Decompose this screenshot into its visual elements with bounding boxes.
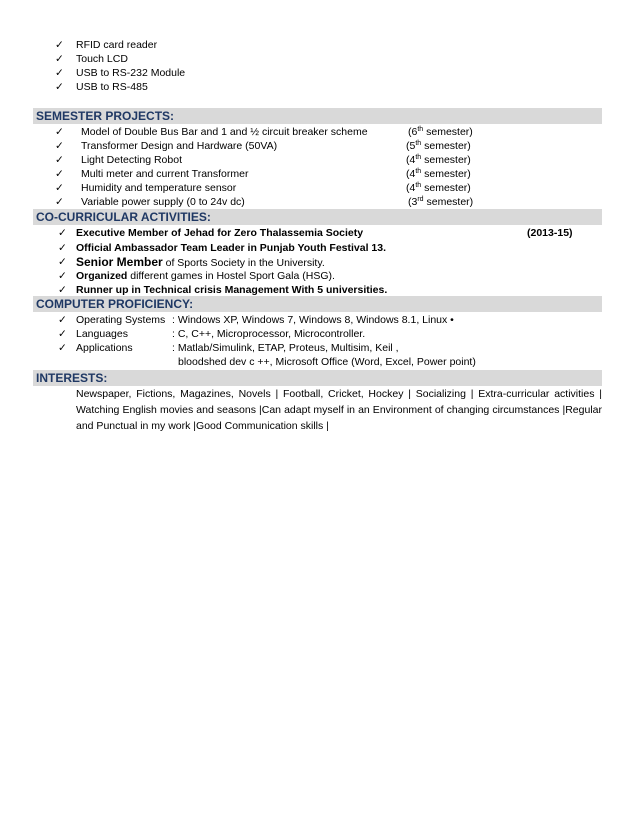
activity-year: (2013-15) bbox=[527, 227, 573, 239]
check-icon: ✓ bbox=[55, 140, 64, 152]
semester-projects-heading: SEMESTER PROJECTS: bbox=[33, 108, 602, 124]
skill-value: : Matlab/Simulink, ETAP, Proteus, Multisim, Keil , bbox=[172, 342, 399, 354]
project-title: Variable power supply (0 to 24v dc) bbox=[81, 196, 245, 208]
project-semester: (4th semester) bbox=[406, 154, 471, 166]
project-semester: (4th semester) bbox=[406, 182, 471, 194]
skill-value-continued: bloodshed dev c ++, Microsoft Office (Word, Excel, Power point) bbox=[178, 356, 476, 368]
project-semester: (5th semester) bbox=[406, 140, 471, 152]
list-item bbox=[55, 38, 64, 52]
skill-value: : C, C++, Microprocessor, Microcontroller. bbox=[172, 328, 366, 340]
check-icon: ✓ bbox=[58, 284, 67, 296]
computer-proficiency-heading: COMPUTER PROFICIENCY: bbox=[33, 296, 602, 312]
check-icon: ✓ bbox=[58, 314, 67, 326]
list-item-label: Touch LCD bbox=[76, 53, 128, 65]
project-semester: (6th semester) bbox=[408, 126, 473, 138]
skill-value: : Windows XP, Windows 7, Windows 8, Windows 8.1, Linux • bbox=[172, 314, 454, 326]
check-icon: ✓ bbox=[58, 342, 67, 354]
activity-item: Runner up in Technical crisis Management With 5 universities. bbox=[76, 284, 388, 296]
check-icon: ✓ bbox=[58, 328, 67, 340]
project-semester: (3rd semester) bbox=[408, 196, 474, 208]
list-item bbox=[55, 66, 64, 80]
check-icon: ✓ bbox=[58, 256, 67, 268]
list-item-label: RFID card reader bbox=[76, 39, 158, 51]
activity-item: Official Ambassador Team Leader in Punjab Youth Festival 13. bbox=[76, 242, 387, 254]
project-title: Humidity and temperature sensor bbox=[81, 182, 237, 194]
skill-label: Applications bbox=[76, 342, 133, 354]
activity-item: Senior Member of Sports Society in the University. bbox=[76, 255, 325, 269]
interests-text: Newspaper, Fictions, Magazines, Novels | Football, Cricket, Hockey | Socializing | Extra-curricular activities | Watching English movies and seasons |Can adapt myself in an Environment of changing circumstances |Regular and Punctual in my work |Good Communication skills | bbox=[76, 388, 602, 432]
check-icon: ✓ bbox=[58, 242, 67, 254]
check-icon: ✓ bbox=[55, 182, 64, 194]
skill-label: Languages bbox=[76, 328, 128, 340]
project-title: Transformer Design and Hardware (50VA) bbox=[81, 140, 278, 152]
cocurricular-heading: CO-CURRICULAR ACTIVITIES: bbox=[33, 209, 602, 225]
project-title: Model of Double Bus Bar and 1 and ½ circuit breaker scheme bbox=[81, 126, 368, 138]
check-icon: ✓ bbox=[55, 39, 64, 51]
list-item bbox=[55, 80, 64, 94]
check-icon: ✓ bbox=[55, 67, 64, 79]
list-item-label: USB to RS-232 Module bbox=[76, 67, 186, 79]
check-icon: ✓ bbox=[58, 227, 67, 239]
check-icon: ✓ bbox=[55, 168, 64, 180]
list-item bbox=[55, 52, 64, 66]
check-icon: ✓ bbox=[55, 81, 64, 93]
check-icon: ✓ bbox=[55, 196, 64, 208]
interests-heading: INTERESTS: bbox=[33, 370, 602, 386]
project-semester: (4th semester) bbox=[406, 168, 471, 180]
check-icon: ✓ bbox=[55, 154, 64, 166]
activity-item: Executive Member of Jehad for Zero Thalassemia Society bbox=[76, 227, 364, 239]
check-icon: ✓ bbox=[55, 126, 64, 138]
check-icon: ✓ bbox=[58, 270, 67, 282]
project-title: Light Detecting Robot bbox=[81, 154, 182, 166]
skill-label: Operating Systems bbox=[76, 314, 166, 326]
project-title: Multi meter and current Transformer bbox=[81, 168, 249, 180]
activity-item: Organized different games in Hostel Sport Gala (HSG). bbox=[76, 270, 335, 282]
check-icon: ✓ bbox=[55, 53, 64, 65]
list-item-label: USB to RS-485 bbox=[76, 81, 148, 93]
